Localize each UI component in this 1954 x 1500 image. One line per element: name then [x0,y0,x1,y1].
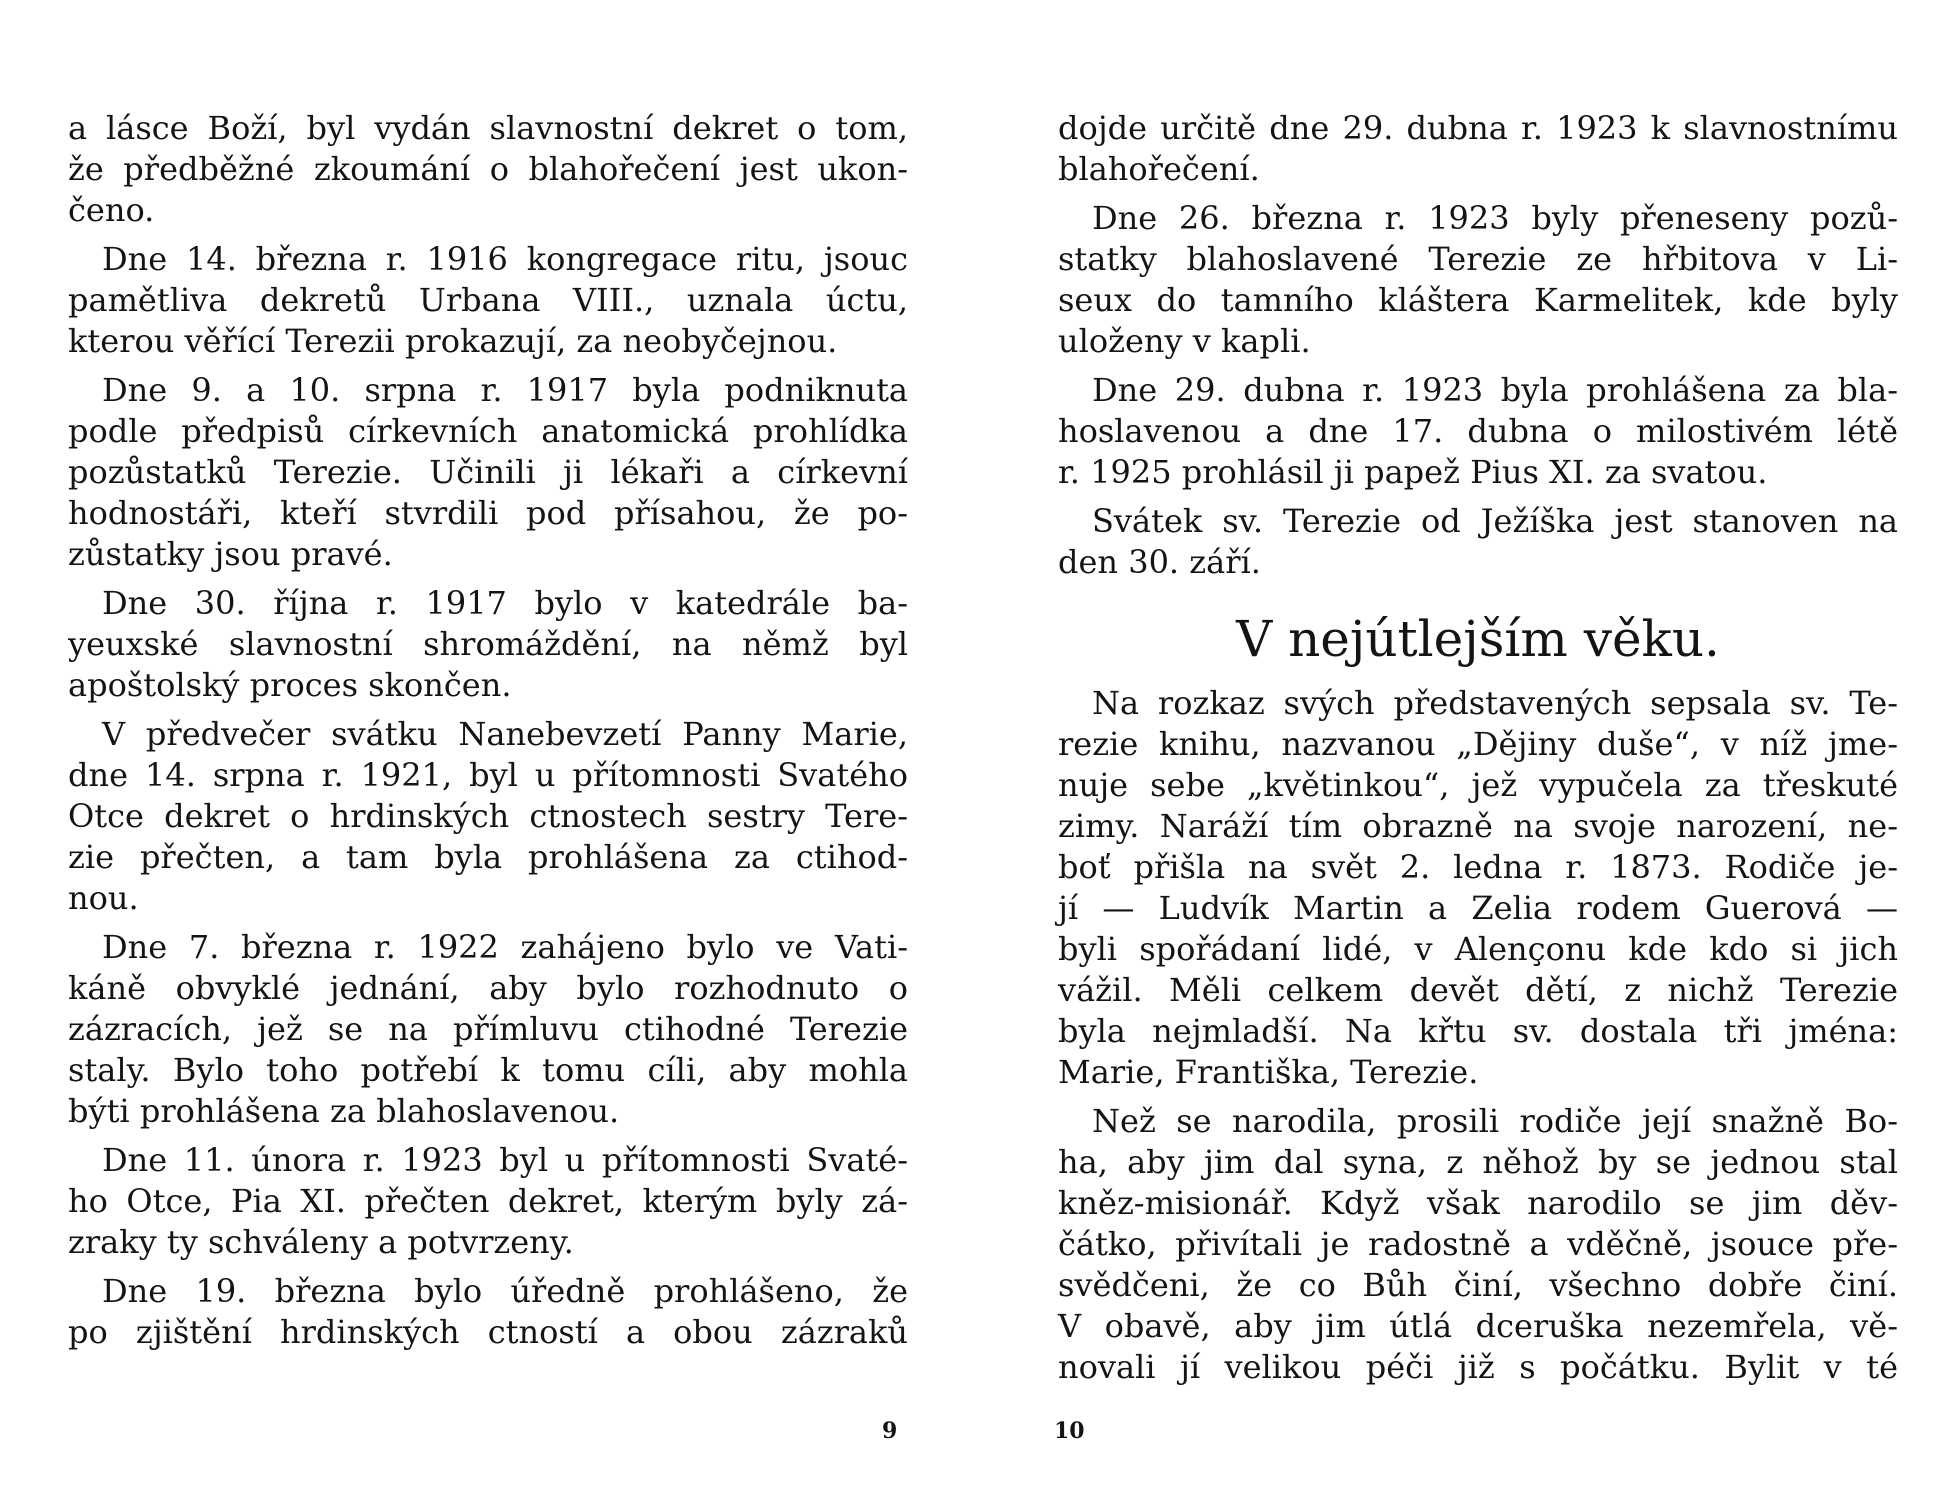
text-line: po zjištění hrdinských ctností a obou zázraků [68,1313,908,1351]
text-line: Dne 11. února r. 1923 byl u přítomnosti Svaté- [102,1141,908,1179]
text-line: byla nejmladší. Na křtu sv. dostala tři jména: [1058,1012,1898,1050]
text-line: seux do tamního kláštera Karmelitek, kde byly [1058,281,1898,319]
text-line: hodnostáři, kteří stvrdili pod přísahou, že po- [68,494,908,532]
chapter-heading: V nejútlejším věku. [1236,610,1720,668]
text-line: hoslavenou a dne 17. dubna o milostivém létě [1058,412,1898,450]
paragraph [68,108,908,231]
paragraph [68,583,908,706]
text-line: kněz-misionář. Když však narodilo se jim děv- [1058,1184,1898,1222]
text-line: statky blahoslavené Terezie ze hřbitova v Li- [1058,240,1898,278]
text-line: Na rozkaz svých představených sepsala sv. Te- [1092,684,1898,722]
text-line: V předvečer svátku Nanebevzetí Panny Marie, [102,715,908,753]
text-line: káně obvyklé jednání, aby bylo rozhodnuto o [68,969,908,1007]
text-line: zůstatky jsou pravé. [68,535,393,573]
page-number: 9 [882,1418,898,1444]
text-line: rezie knihu, nazvanou „Dějiny duše“, v níž jme- [1058,725,1898,763]
text-line: boť přišla na svět 2. ledna r. 1873. Rodiče je- [1058,848,1898,886]
text-line: Dne 29. dubna r. 1923 byla prohlášena za bla- [1092,371,1898,409]
text-line: staly. Bylo toho potřebí k tomu cíli, aby mohla [68,1051,908,1089]
paragraph [1058,370,1898,493]
text-line: den 30. září. [1058,543,1261,581]
page-number: 10 [1054,1418,1085,1444]
text-line: Dne 30. října r. 1917 bylo v katedrále ba- [102,584,908,622]
text-line: blahořečení. [1058,150,1260,188]
paragraph [68,370,908,575]
text-line: čátko, přivítali je radostně a vděčně, jsouce pře- [1058,1225,1898,1263]
text-line: Dne 7. března r. 1922 zahájeno bylo ve Vati- [102,928,908,966]
text-line: ha, aby jim dal syna, z něhož by se jednou stal [1058,1143,1898,1181]
paragraph [68,714,908,919]
text-line: uloženy v kapli. [1058,322,1311,360]
paragraph [68,927,908,1132]
text-line: V obavě, aby jim útlá dceruška nezemřela, vě- [1058,1307,1898,1345]
left-page [68,108,908,1353]
text-line: Než se narodila, prosili rodiče její snažně Bo- [1092,1102,1898,1140]
text-line: býti prohlášena za blahoslavenou. [68,1092,620,1130]
paragraph [68,1140,908,1263]
paragraph [1058,198,1898,362]
text-line: zimy. Naráží tím obrazně na svoje narození, ne- [1058,807,1898,845]
text-line: ho Otce, Pia XI. přečten dekret, kterým byly zá- [68,1182,908,1220]
paragraph [68,239,908,362]
text-line: jí — Ludvík Martin a Zelia rodem Guerová — [1058,889,1898,927]
paragraph [1058,108,1898,190]
paragraph [1058,1101,1898,1388]
text-line: Otce dekret o hrdinských ctnostech sestry Tere- [68,797,908,835]
right-page [1058,108,1898,1388]
text-line: svědčeni, že co Bůh činí, všechno dobře činí. [1058,1266,1898,1304]
paragraph [1058,683,1898,1093]
text-line: a lásce Boží, byl vydán slavnostní dekret o tom, [68,109,908,147]
text-line: dojde určitě dne 29. dubna r. 1923 k slavnostnímu [1058,109,1898,147]
text-line: zraky ty schváleny a potvrzeny. [68,1223,574,1261]
text-line: dne 14. srpna r. 1921, byl u přítomnosti Svatého [68,756,908,794]
text-line: pozůstatků Terezie. Učinili ji lékaři a církevní [68,453,908,491]
text-line: r. 1925 prohlásil ji papež Pius XI. za svatou. [1058,453,1768,491]
text-line: yeuxské slavnostní shromáždění, na němž byl [68,625,908,663]
text-line: vážil. Měli celkem devět dětí, z nichž Terezie [1058,971,1898,1009]
text-line: že předběžné zkoumání o blahořečení jest ukon- [68,150,908,188]
text-line: nou. [68,879,139,917]
text-line: Dne 26. března r. 1923 byly přeneseny pozů- [1092,199,1898,237]
text-line: apoštolský proces skončen. [68,666,512,704]
text-line: novali jí velikou péči již s počátku. Bylit v té [1058,1348,1898,1386]
text-line: čeno. [68,191,155,229]
text-line: Marie, Františka, Terezie. [1058,1053,1479,1091]
text-line: kterou věřící Terezii prokazují, za neobyčejnou. [68,322,838,360]
text-line: Svátek sv. Terezie od Ježíška jest stanoven na [1092,502,1898,540]
text-line: podle předpisů církevních anatomická prohlídka [68,412,908,450]
text-line: Dne 9. a 10. srpna r. 1917 byla podniknuta [102,371,908,409]
text-line: nuje sebe „květinkou“, jež vypučela za třeskuté [1058,766,1898,804]
text-line: zie přečten, a tam byla prohlášena za ctihod- [68,838,908,876]
text-line: zázracích, jež se na přímluvu ctihodné Terezie [68,1010,908,1048]
text-line: byli spořádaní lidé, v Alençonu kde kdo si jich [1058,930,1898,968]
text-line: Dne 19. března bylo úředně prohlášeno, že [102,1272,908,1310]
text-line: pamětliva dekretů Urbana VIII., uznala úctu, [68,281,908,319]
paragraph [68,1271,908,1353]
paragraph [1058,501,1898,583]
text-line: Dne 14. března r. 1916 kongregace ritu, jsouc [102,240,908,278]
